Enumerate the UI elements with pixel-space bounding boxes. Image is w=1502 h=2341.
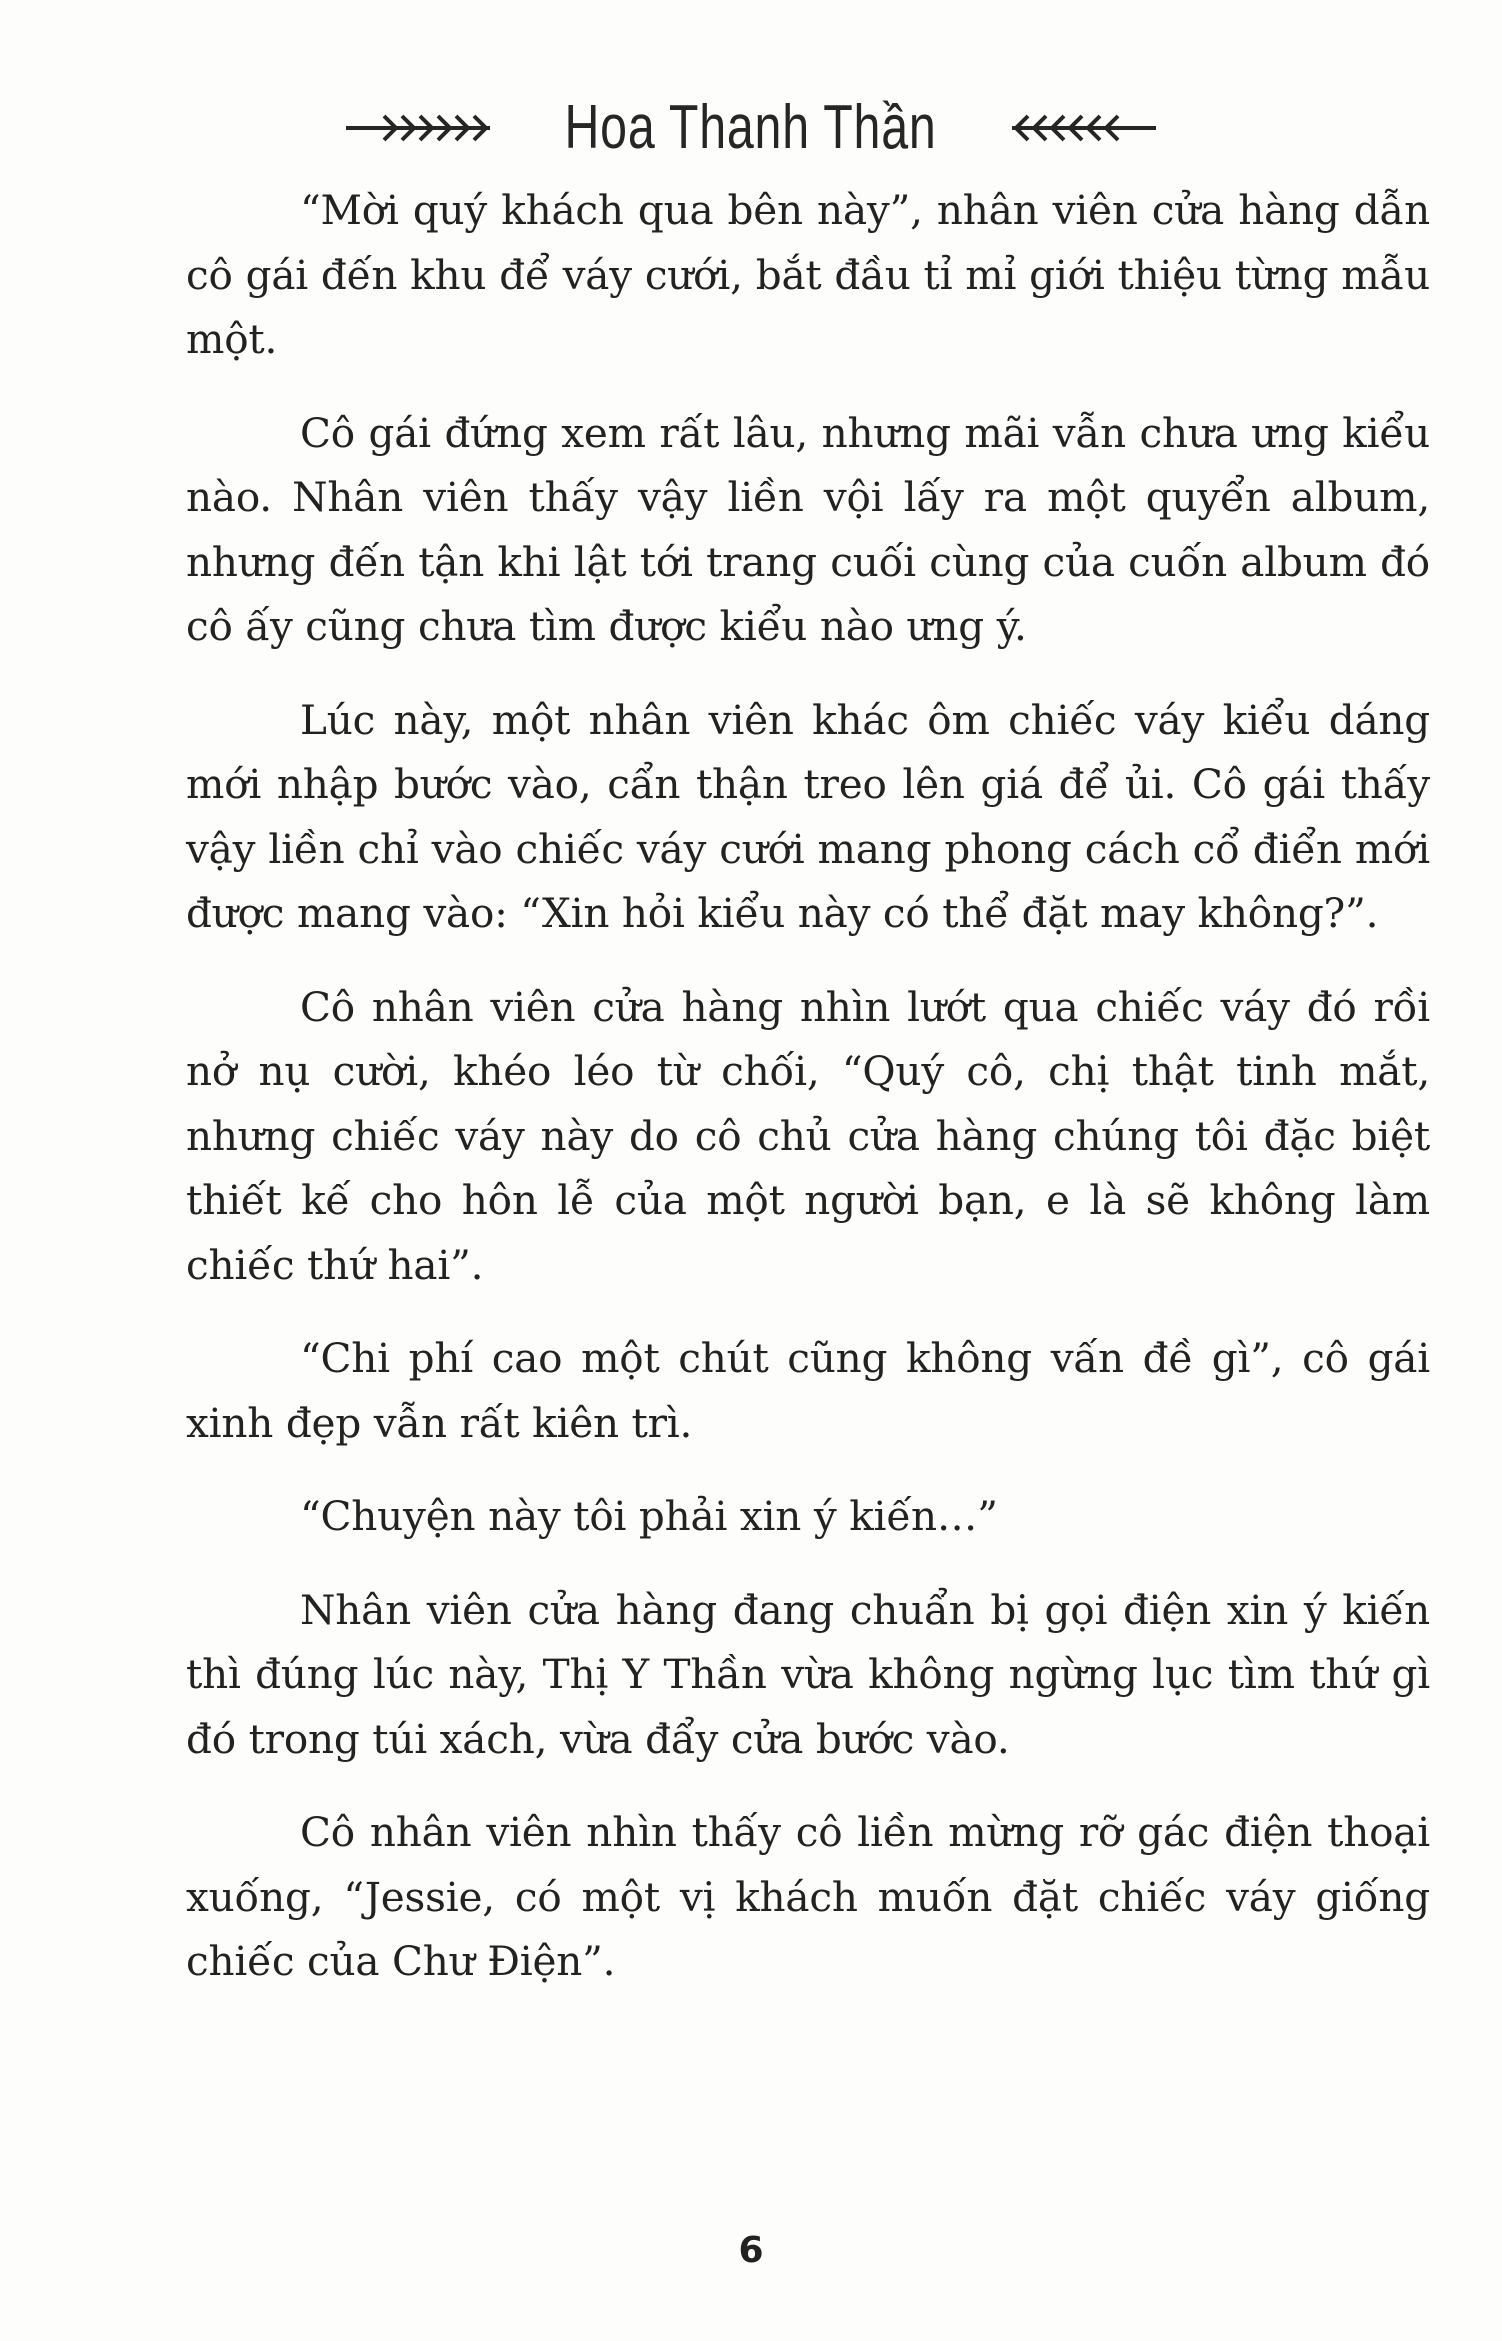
paragraph: “Mời quý khách qua bên này”, nhân viên cửa hàng dẫn cô gái đến khu để váy cưới, bắt đầu tỉ mỉ giới thiệu từng mẫu một. — [186, 186, 1430, 363]
running-header — [0, 92, 1502, 182]
page-number: 6 — [738, 2230, 764, 2271]
paragraph: “Chuyện này tôi phải xin ý kiến…” — [300, 1492, 998, 1540]
left-arrow-ornament-icon — [344, 108, 494, 148]
paragraph: “Chi phí cao một chút cũng không vấn đề gì”, cô gái xinh đẹp vẫn rất kiên trì. — [186, 1334, 1430, 1447]
paragraph: Cô nhân viên cửa hàng nhìn lướt qua chiếc váy đó rồi nở nụ cười, khéo léo từ chối, “Quý cô, chị thật tinh mắt, nhưng chiếc váy này do cô chủ cửa hàng chúng tôi đặc biệt thiết kế cho hôn lễ của một người bạn, e là sẽ không làm chiếc thứ hai”. — [186, 982, 1430, 1289]
body-text — [186, 178, 1430, 2023]
paragraph: Nhân viên cửa hàng đang chuẩn bị gọi điện xin ý kiến thì đúng lúc này, Thị Y Thần vừa không ngừng lục tìm thứ gì đó trong túi xách, vừa đẩy cửa bước vào. — [186, 1585, 1430, 1763]
header-title: Hoa Thanh Thần — [564, 93, 938, 162]
paragraph: Cô nhân viên nhìn thấy cô liền mừng rỡ gác điện thoại xuống, “Jessie, có một vị khách muốn đặt chiếc váy giống chiếc của Chư Điện”. — [186, 1808, 1430, 1985]
right-arrow-ornament-icon — [1008, 108, 1158, 148]
paragraph: Cô gái đứng xem rất lâu, nhưng mãi vẫn chưa ưng kiểu nào. Nhân viên thấy vậy liền vội lấy ra một quyển album, nhưng đến tận khi lật tới trang cuối cùng của cuốn album đó cô ấy cũng chưa tìm được kiểu nào ưng ý. — [186, 408, 1430, 650]
paragraph: Lúc này, một nhân viên khác ôm chiếc váy kiểu dáng mới nhập bước vào, cẩn thận treo lên giá để ủi. Cô gái thấy vậy liền chỉ vào chiếc váy cưới mang phong cách cổ điển mới được mang vào: “Xin hỏi kiểu này có thể đặt may không?”. — [186, 695, 1430, 937]
